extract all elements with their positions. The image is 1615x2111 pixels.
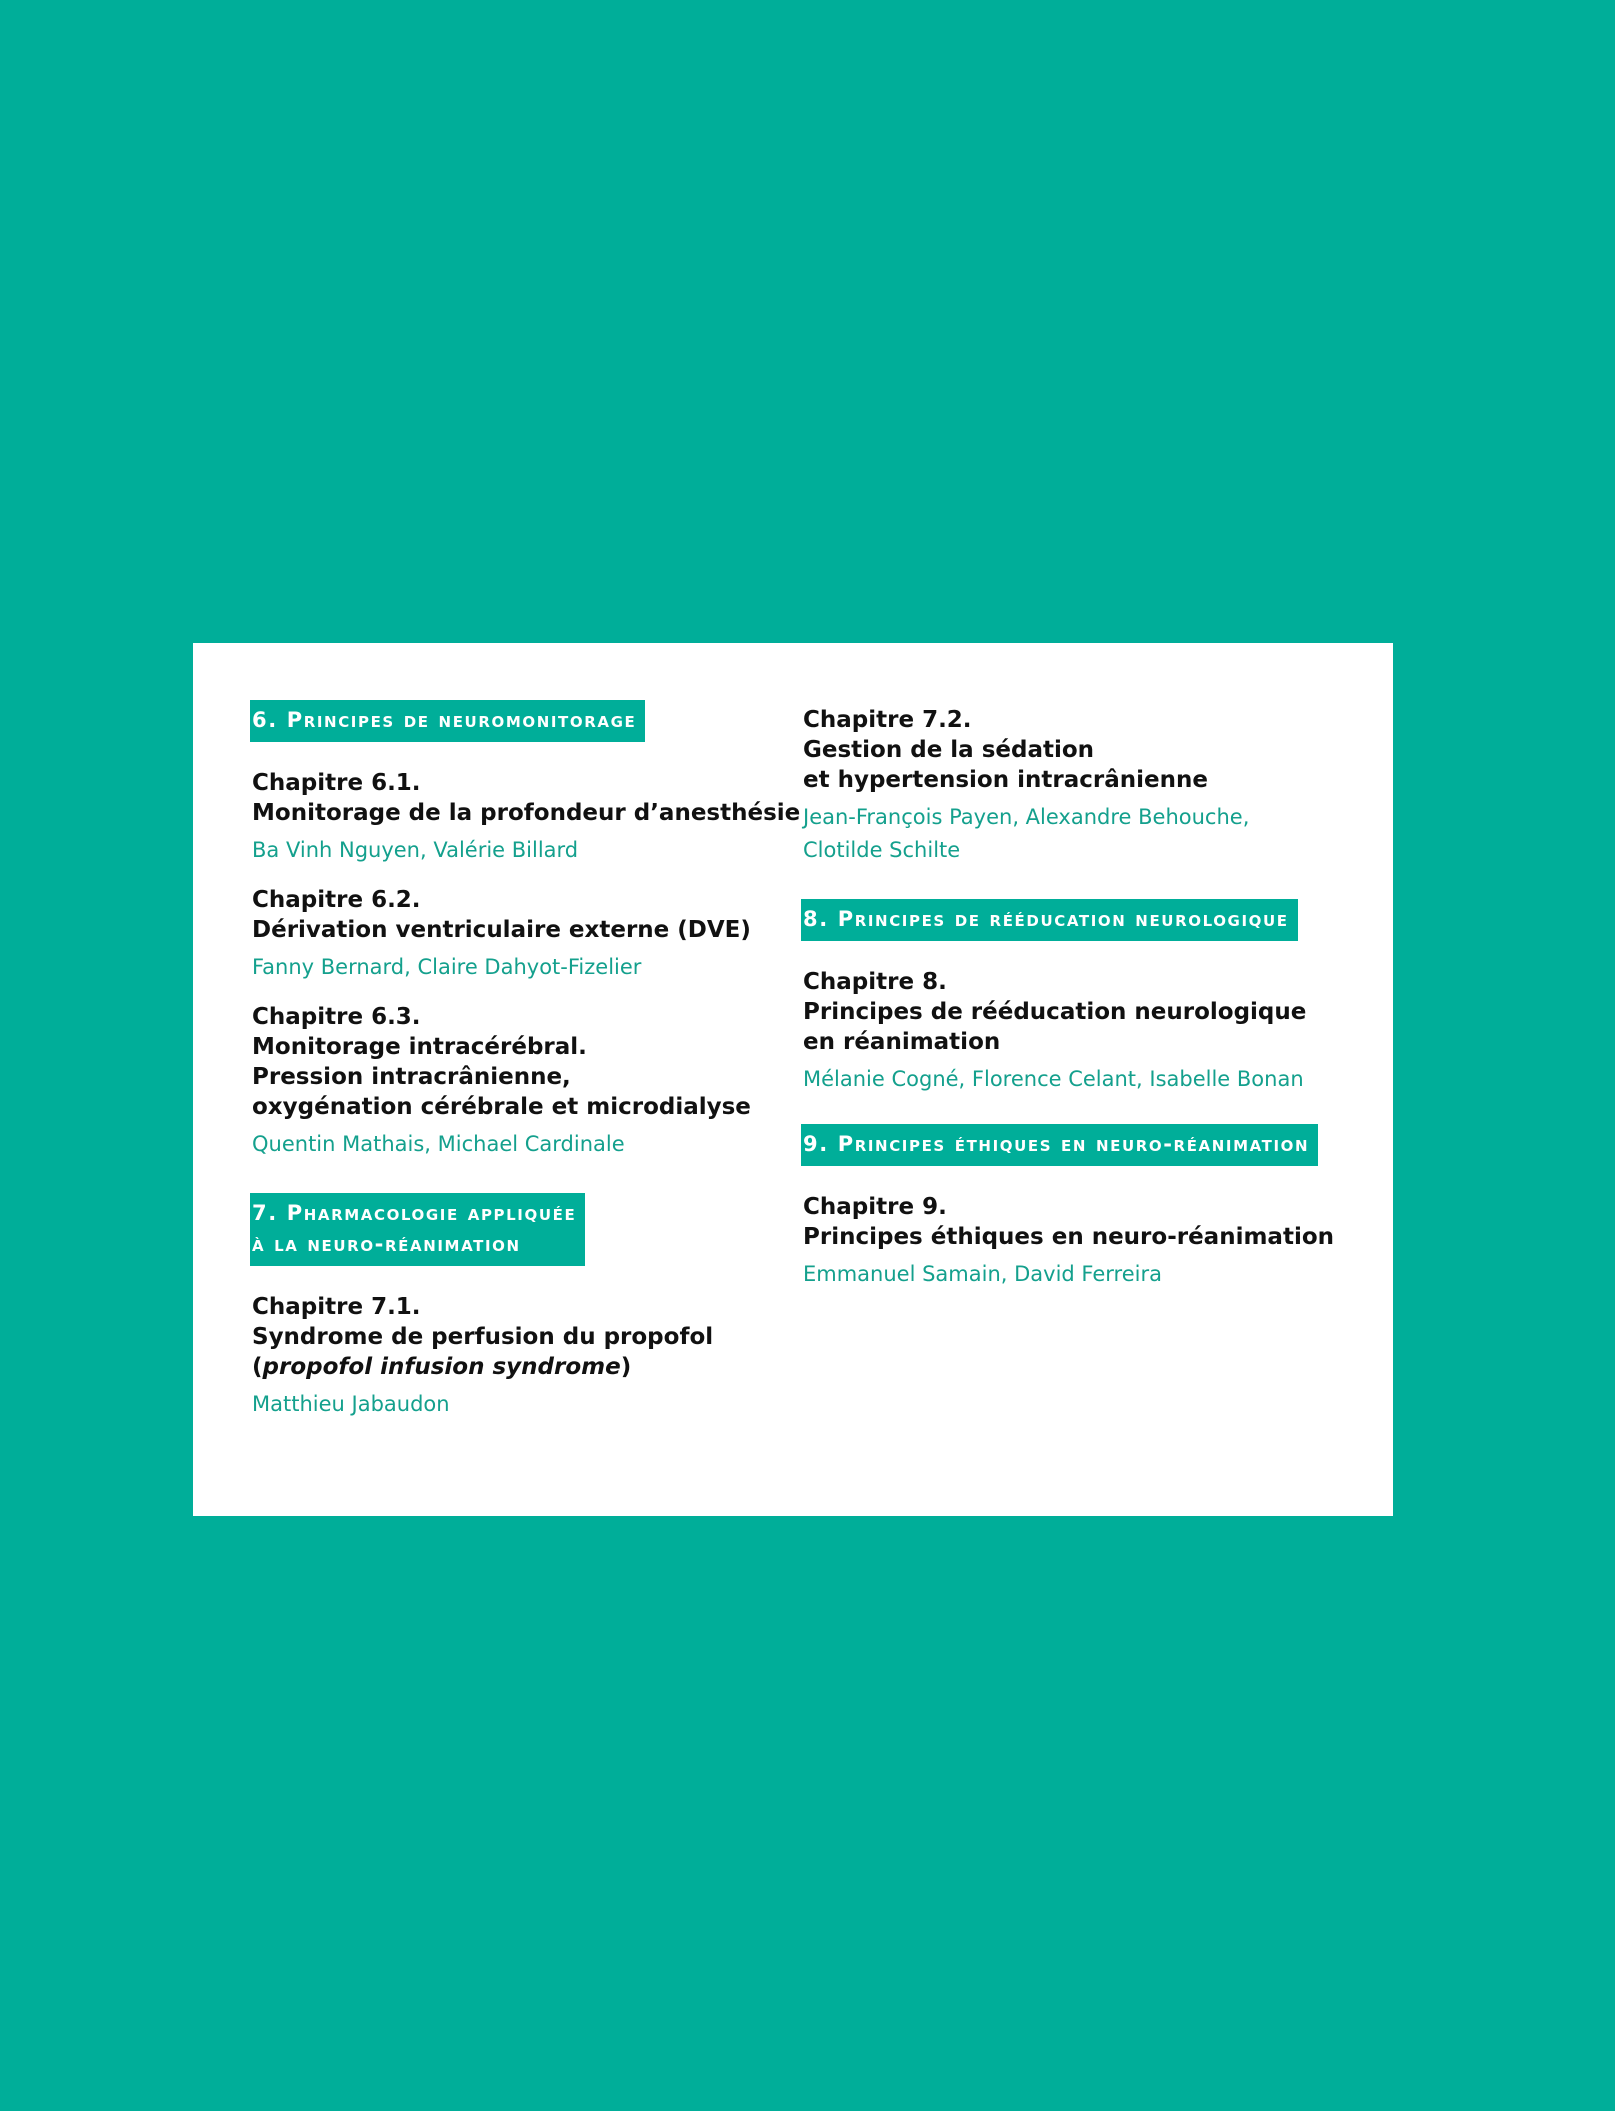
- chapter-authors: Mélanie Cogné, Florence Celant, Isabelle Bonan: [803, 1067, 1304, 1091]
- chapter-7-1: [252, 1292, 782, 1421]
- section-header-9: [801, 1124, 1318, 1166]
- chapter-6-1: [252, 768, 801, 867]
- authors-line2: Clotilde Schilte: [803, 838, 961, 862]
- chapter-label: Chapitre 6.3.: [252, 1004, 421, 1030]
- authors-line1: Jean-François Payen, Alexandre Behouche,: [803, 805, 1250, 829]
- section-title: Principes de neuromonitorage: [286, 708, 637, 732]
- chapter-authors: Ba Vinh Nguyen, Valérie Billard: [252, 838, 579, 862]
- chapter-authors: Fanny Bernard, Claire Dahyot-Fizelier: [252, 955, 642, 979]
- chapter-authors: [803, 801, 1333, 867]
- chapter-title: Dérivation ventriculaire externe (DVE): [252, 917, 751, 943]
- chapter-title-line2: en réanimation: [803, 1029, 1001, 1055]
- chapter-7-2: [803, 705, 1333, 867]
- chapter-title-line2: [252, 1352, 782, 1382]
- section-header-7: [250, 1193, 585, 1266]
- chapter-title: Principes éthiques en neuro-réanimation: [803, 1224, 1334, 1250]
- section-title: Principes éthiques en neuro-réanimation: [837, 1132, 1310, 1156]
- chapter-6-2: [252, 885, 782, 984]
- chapter-title-line2: et hypertension intracrânienne: [803, 767, 1208, 793]
- chapter-8: [803, 967, 1333, 1096]
- chapter-label: Chapitre 7.2.: [803, 707, 972, 733]
- section-header-8: [801, 899, 1298, 941]
- section-title-line1: Pharmacologie appliquée: [286, 1201, 577, 1225]
- left-column: [252, 700, 801, 1439]
- chapter-label: Chapitre 8.: [803, 969, 947, 995]
- chapter-label: Chapitre 6.1.: [252, 770, 421, 796]
- chapter-label: Chapitre 9.: [803, 1194, 947, 1220]
- chapter-9: [803, 1192, 1333, 1291]
- section-number: 9.: [803, 1132, 829, 1156]
- open-paren: (: [252, 1354, 263, 1380]
- chapter-title-line1: Gestion de la sédation: [803, 737, 1095, 763]
- chapter-authors: Emmanuel Samain, David Ferreira: [803, 1262, 1162, 1286]
- section-number: 7.: [252, 1201, 278, 1225]
- chapter-title-line3: oxygénation cérébrale et microdialyse: [252, 1094, 751, 1120]
- close-paren: ): [620, 1354, 632, 1380]
- chapter-authors: Quentin Mathais, Michael Cardinale: [252, 1132, 625, 1156]
- chapter-label: Chapitre 7.1.: [252, 1294, 421, 1320]
- section-number: 8.: [803, 907, 829, 931]
- chapter-6-3: [252, 1002, 782, 1161]
- chapter-title: Monitorage de la profondeur d’anesthésie: [252, 800, 801, 826]
- chapter-title-line1: Syndrome de perfusion du propofol: [252, 1324, 714, 1350]
- right-column: [803, 705, 1333, 1309]
- chapter-label: Chapitre 6.2.: [252, 887, 421, 913]
- chapter-title-line2: Pression intracrânienne,: [252, 1064, 571, 1090]
- chapter-title-line1: Principes de rééducation neurologique: [803, 999, 1307, 1025]
- section-number: 6.: [252, 708, 278, 732]
- italic-title: propofol infusion syndrome: [262, 1354, 621, 1380]
- section-title: Principes de rééducation neurologique: [837, 907, 1289, 931]
- section-header-6: [250, 700, 645, 742]
- chapter-authors: Matthieu Jabaudon: [252, 1392, 450, 1416]
- chapter-title-line1: Monitorage intracérébral.: [252, 1034, 587, 1060]
- section-title-line2: à la neuro-réanimation: [252, 1232, 521, 1256]
